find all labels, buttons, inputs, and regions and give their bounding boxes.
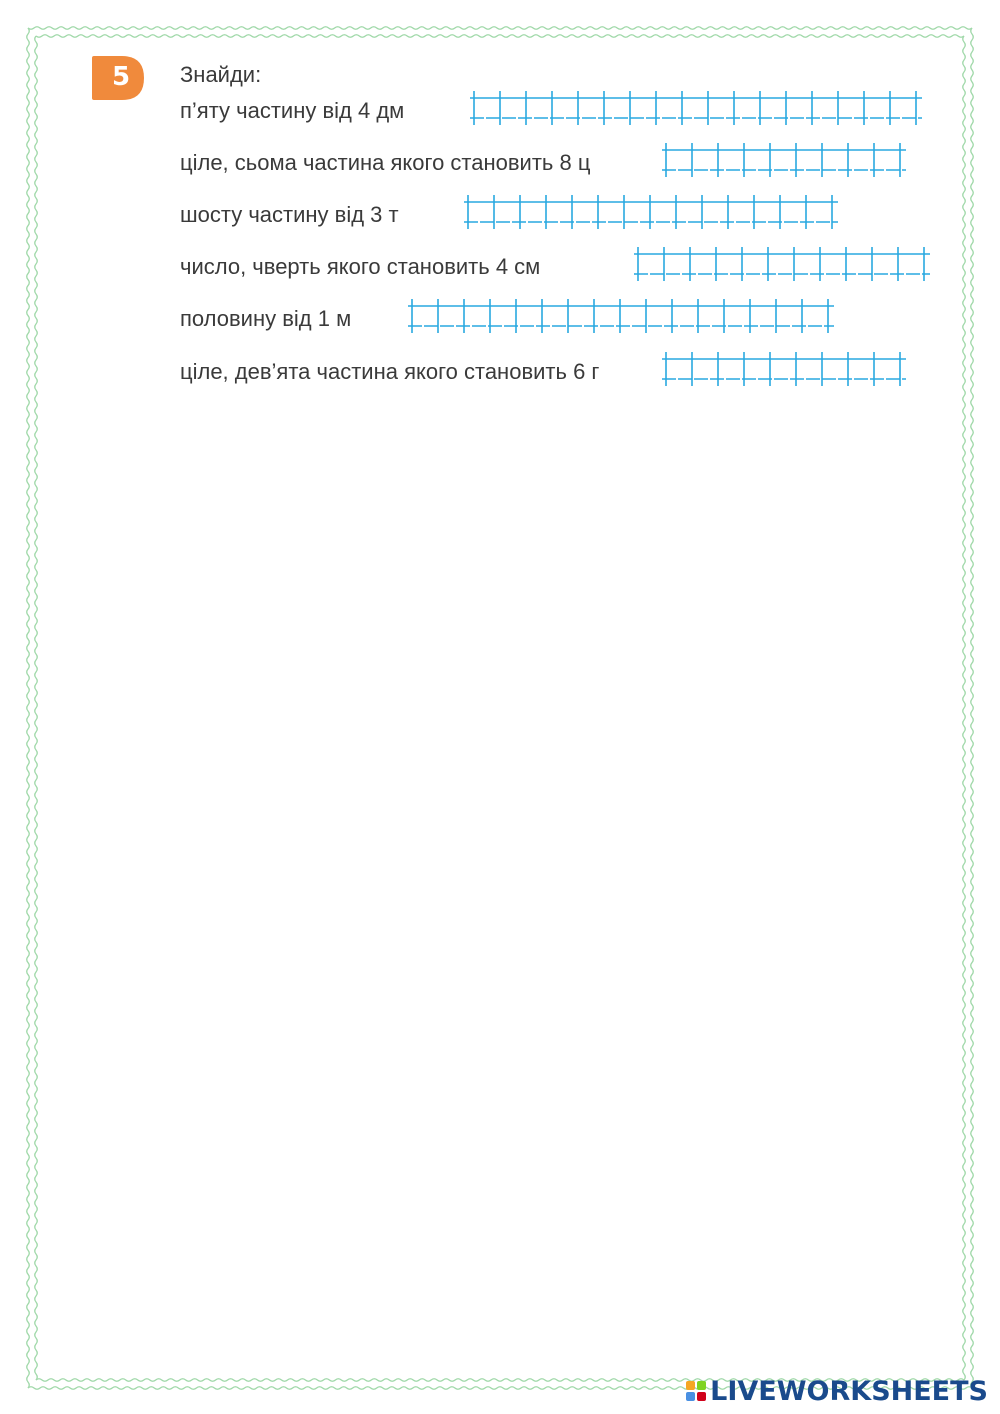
task-row-text: шосту частину від 3 т	[180, 202, 399, 227]
task-row	[180, 296, 960, 336]
liveworksheets-logo	[686, 1376, 988, 1406]
task-row-text: ціле, дев’ята частина якого становить 6 г	[180, 359, 600, 384]
task-number-badge	[92, 56, 144, 100]
task-number: 5	[111, 62, 131, 92]
logo-icon	[686, 1381, 706, 1401]
task-row-text: ціле, сьома частина якого становить 8 ц	[180, 150, 591, 175]
task-row	[180, 244, 960, 284]
answer-grid[interactable]	[632, 244, 932, 284]
task-row-text: половину від 1 м	[180, 306, 352, 331]
answer-grid[interactable]	[462, 192, 840, 232]
answer-grid[interactable]	[468, 88, 924, 128]
task-row	[180, 140, 960, 180]
task-row	[180, 88, 960, 128]
task-row-text: п’яту частину від 4 дм	[180, 98, 405, 123]
task-row-text: число, чверть якого становить 4 см	[180, 254, 541, 279]
answer-grid[interactable]	[660, 349, 908, 389]
answer-grid[interactable]	[660, 140, 908, 180]
task-heading: Знайди:	[180, 62, 262, 87]
task-row	[180, 349, 960, 389]
logo-text: LIVEWORKSHEETS	[710, 1375, 988, 1407]
task-row	[180, 192, 960, 232]
answer-grid[interactable]	[406, 296, 836, 336]
